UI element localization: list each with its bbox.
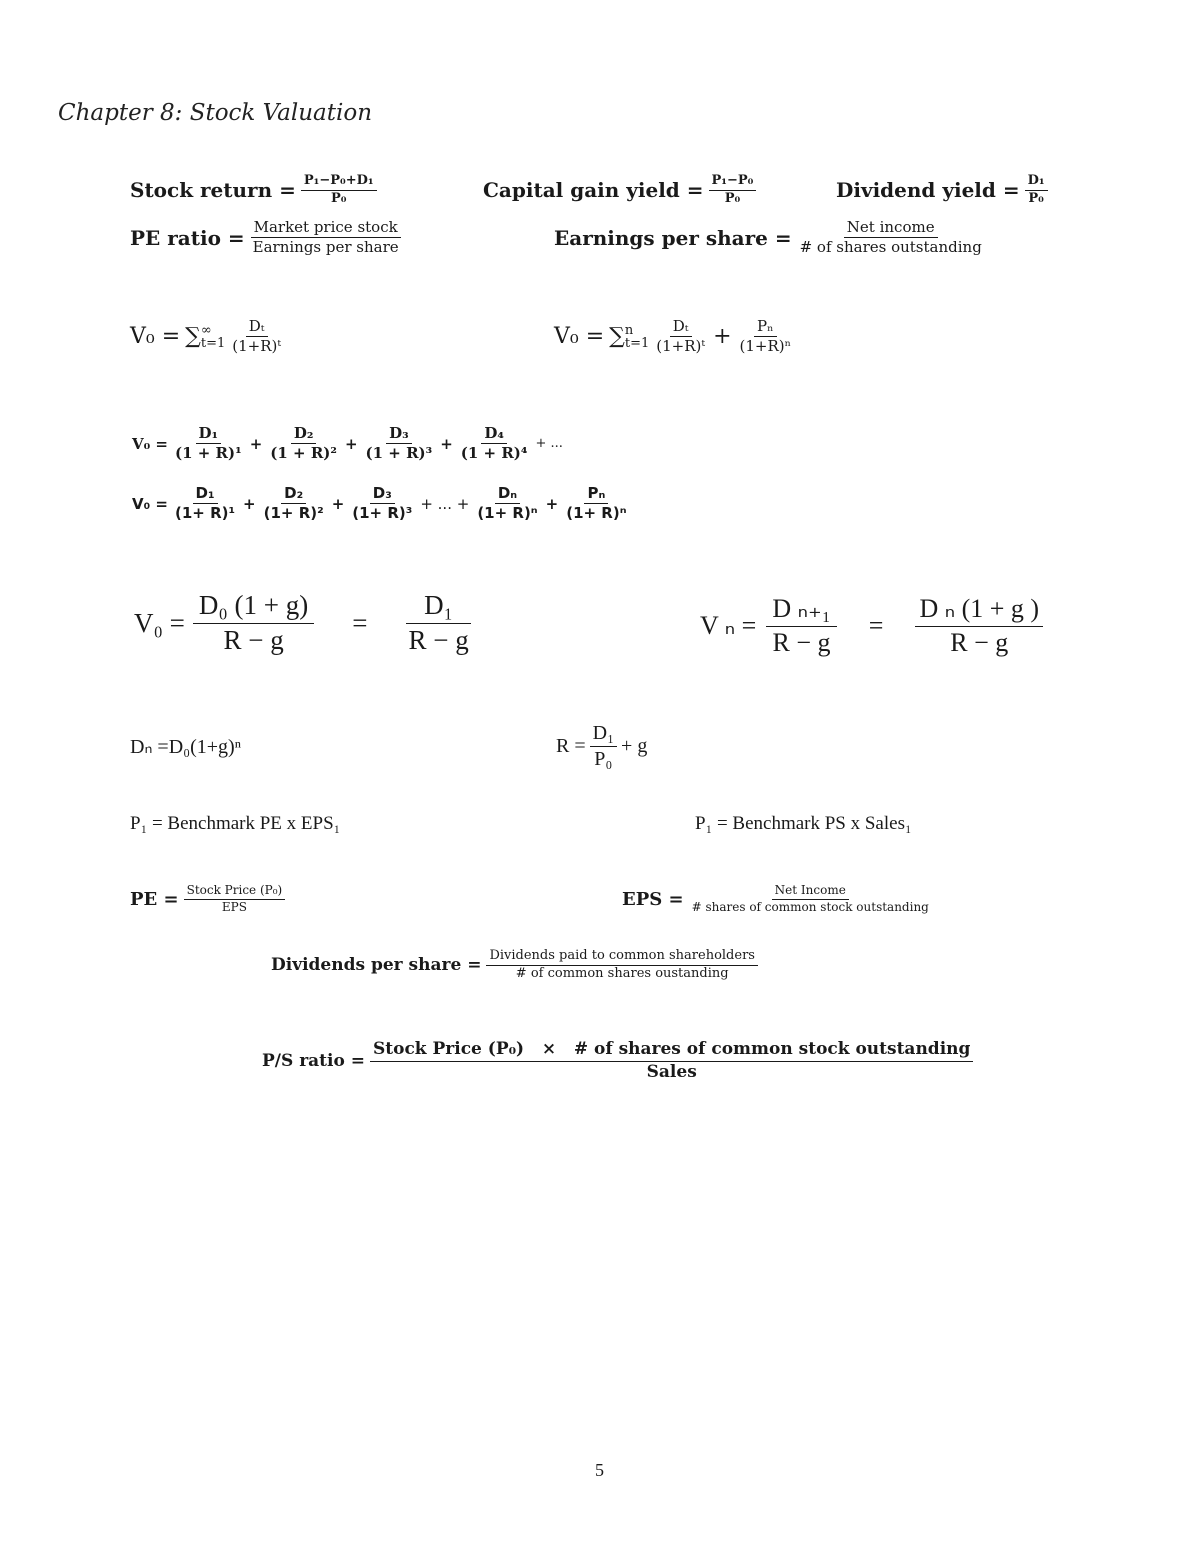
pe-fraction xyxy=(184,884,286,915)
v0-finite-fraction-1 xyxy=(653,318,708,356)
expanded-n-term-p xyxy=(563,485,629,523)
earnings-per-share-denominator: # of shares outstanding xyxy=(799,238,982,257)
stock-return-fraction xyxy=(301,174,377,207)
term-denominator: (1+ R)ⁿ xyxy=(566,504,627,523)
stock-return-formula xyxy=(130,174,382,207)
v0-lhs: V₀ = xyxy=(132,434,168,453)
v0-infinite-numerator: Dₜ xyxy=(246,318,268,337)
gordon-vn-numerator-2: D ₙ (1 + g ) xyxy=(915,594,1043,627)
v0-finite-fraction-2 xyxy=(737,318,795,356)
series-tail: + ... xyxy=(535,436,563,452)
plus-sign: + xyxy=(249,434,263,453)
term-denominator: (1+ R)ⁿ xyxy=(477,504,538,523)
stock-return-numerator: P₁−P₀+D₁ xyxy=(301,174,377,191)
page-number: 5 xyxy=(595,1460,604,1480)
pe-label: PE = xyxy=(130,888,179,910)
gordon-v0-denominator-1: R − g xyxy=(223,625,284,656)
dps-numerator: Dividends paid to common shareholders xyxy=(486,949,758,966)
expanded-term-2 xyxy=(267,425,340,463)
gordon-vn-denominator-2: R − g xyxy=(950,627,1009,657)
required-return-numerator: D₁ xyxy=(590,722,617,747)
dividend-yield-formula xyxy=(836,174,1053,207)
v0-finite-denominator-2: (1+R)ⁿ xyxy=(739,337,792,356)
v0-expanded-formula xyxy=(132,425,563,463)
term-numerator: Pₙ xyxy=(584,485,608,504)
v0-infinite-denominator: (1+R)ᵗ xyxy=(232,337,282,356)
term-numerator: D₁ xyxy=(196,425,222,444)
pe-ratio-label: PE ratio = xyxy=(130,225,245,250)
expanded-term-4 xyxy=(458,425,531,463)
expanded-n-term-n xyxy=(474,485,540,523)
term-denominator: (1+ R)³ xyxy=(352,504,413,523)
pe-numerator: Stock Price (P₀) xyxy=(184,884,286,900)
v0-lhs: V₀ = xyxy=(134,607,185,638)
gordon-vn-fraction-2 xyxy=(915,594,1043,658)
gordon-v0-denominator-2: R − g xyxy=(408,625,469,656)
plus-sign: + xyxy=(440,434,453,453)
term-numerator: D₃ xyxy=(386,425,412,444)
term-denominator: (1+ R)² xyxy=(263,504,324,523)
p1-benchmark-pe: P₁ = Benchmark PE x EPS₁ xyxy=(130,813,341,834)
sigma-symbol: ∑ xyxy=(609,324,625,350)
sum-upper-limit: n xyxy=(624,322,634,338)
eps-formula xyxy=(622,884,937,915)
sum-lower-limit: t=1 xyxy=(200,335,226,351)
pe-ratio-numerator: Market price stock xyxy=(251,219,401,238)
v0-lhs: V₀ = xyxy=(554,324,605,350)
expanded-n-term-1 xyxy=(172,485,238,523)
gordon-v0-numerator-1: D₀ (1 + g) xyxy=(193,590,314,624)
v0-finite-denominator-1: (1+R)ᵗ xyxy=(656,337,706,356)
earnings-per-share-formula xyxy=(554,219,990,257)
pe-ratio-formula xyxy=(130,219,407,257)
ps-ratio-label: P/S ratio = xyxy=(262,1051,365,1072)
expanded-term-1 xyxy=(172,425,245,463)
gordon-v0-fraction-2 xyxy=(406,590,472,656)
vn-lhs: V ₙ = xyxy=(700,610,757,640)
gordon-v0-formula xyxy=(134,590,472,656)
plus-sign: + xyxy=(344,434,358,453)
plus-sign: + xyxy=(331,494,345,513)
earnings-per-share-fraction xyxy=(797,219,985,257)
term-numerator: Dₙ xyxy=(495,485,520,504)
required-return-denominator: P₀ xyxy=(594,748,613,770)
gordon-vn-fraction-1 xyxy=(766,594,836,658)
r-lhs: R = xyxy=(556,735,586,757)
term-denominator: (1+ R)¹ xyxy=(174,504,236,523)
term-numerator: D₄ xyxy=(481,425,507,444)
required-return-formula xyxy=(556,722,647,771)
stock-return-denominator: P₀ xyxy=(330,190,347,206)
plus-sign: + xyxy=(545,494,559,513)
plus-sign: + xyxy=(713,324,732,350)
term-denominator: (1 + R)³ xyxy=(365,444,433,463)
pe-formula xyxy=(130,884,290,915)
capital-gain-yield-fraction xyxy=(709,174,757,207)
dividend-yield-denominator: P₀ xyxy=(1028,190,1044,206)
v0-finite-sum-formula xyxy=(554,318,794,356)
gordon-vn-denominator-1: R − g xyxy=(772,627,831,657)
term-numerator: D₂ xyxy=(291,425,317,444)
term-numerator: D₃ xyxy=(370,485,395,504)
ps-ratio-numerator: Stock Price (P₀) × # of shares of common stock outstanding xyxy=(370,1040,973,1062)
earnings-per-share-label: Earnings per share = xyxy=(554,225,792,250)
ps-ratio-denominator: Sales xyxy=(646,1061,697,1082)
v0-lhs: V₀ = xyxy=(132,494,168,513)
eps-label: EPS = xyxy=(622,888,684,910)
v0-lhs: V₀ = xyxy=(130,324,181,350)
pe-ratio-fraction xyxy=(250,219,402,257)
ps-ratio-formula xyxy=(262,1040,978,1082)
dividend-yield-numerator: D₁ xyxy=(1025,174,1048,191)
eps-fraction xyxy=(689,884,932,915)
eps-denominator: # shares of common stock outstanding xyxy=(691,899,929,914)
plus-sign: + xyxy=(243,494,256,513)
pe-denominator: EPS xyxy=(221,899,247,914)
capital-gain-yield-label: Capital gain yield = xyxy=(483,178,704,203)
v0-infinite-sum-formula xyxy=(130,318,284,356)
v0-finite-numerator-1: Dₜ xyxy=(670,318,692,337)
expanded-n-term-2 xyxy=(261,485,327,523)
sum-lower-limit: t=1 xyxy=(624,335,650,351)
capital-gain-yield-denominator: P₀ xyxy=(724,190,741,206)
v0-finite-numerator-2: Pₙ xyxy=(754,318,777,337)
eps-numerator: Net Income xyxy=(772,884,849,900)
required-return-fraction xyxy=(590,722,617,771)
term-denominator: (1 + R)¹ xyxy=(175,444,242,463)
dps-fraction xyxy=(486,949,758,982)
p1-benchmark-ps: P₁ = Benchmark PS x Sales₁ xyxy=(695,813,912,834)
earnings-per-share-numerator: Net income xyxy=(844,219,938,238)
gordon-v0-numerator-2: D₁ xyxy=(406,590,471,624)
dps-denominator: # of common shares oustanding xyxy=(515,965,729,981)
expanded-n-term-3 xyxy=(349,485,415,523)
capital-gain-yield-formula xyxy=(483,174,761,207)
sigma-symbol: ∑ xyxy=(185,324,201,350)
term-denominator: (1 + R)² xyxy=(270,444,337,463)
r-rhs: + g xyxy=(621,735,648,757)
term-numerator: D₂ xyxy=(281,485,306,504)
sum-limits xyxy=(201,324,225,350)
ps-ratio-fraction xyxy=(370,1040,973,1082)
sum-upper-limit: ∞ xyxy=(200,322,212,338)
gordon-v0-fraction-1 xyxy=(193,590,314,656)
term-denominator: (1 + R)⁴ xyxy=(460,444,528,463)
expanded-term-3 xyxy=(363,425,436,463)
dividend-yield-fraction xyxy=(1025,174,1048,207)
capital-gain-yield-numerator: P₁−P₀ xyxy=(709,174,757,191)
pe-ratio-denominator: Earnings per share xyxy=(252,238,399,257)
stock-return-label: Stock return = xyxy=(130,178,296,203)
dps-label: Dividends per share = xyxy=(271,955,482,976)
v0-infinite-fraction xyxy=(229,318,284,356)
dividends-per-share-formula xyxy=(271,949,763,982)
equals-sign: = xyxy=(352,607,368,638)
equals-sign: = xyxy=(868,610,884,640)
v0-expanded-n-formula xyxy=(132,485,630,523)
gordon-vn-numerator-1: D ₙ₊₁ xyxy=(766,594,836,627)
ellipsis-plus: + ... + xyxy=(420,494,470,513)
dn-formula: Dₙ =D₀(1+g)ⁿ xyxy=(130,736,242,758)
term-numerator: D₁ xyxy=(193,485,218,504)
page-title: Chapter 8: Stock Valuation xyxy=(58,100,373,126)
dividend-yield-label: Dividend yield = xyxy=(836,178,1020,203)
sum-limits xyxy=(625,324,649,350)
gordon-vn-formula xyxy=(700,594,1043,658)
